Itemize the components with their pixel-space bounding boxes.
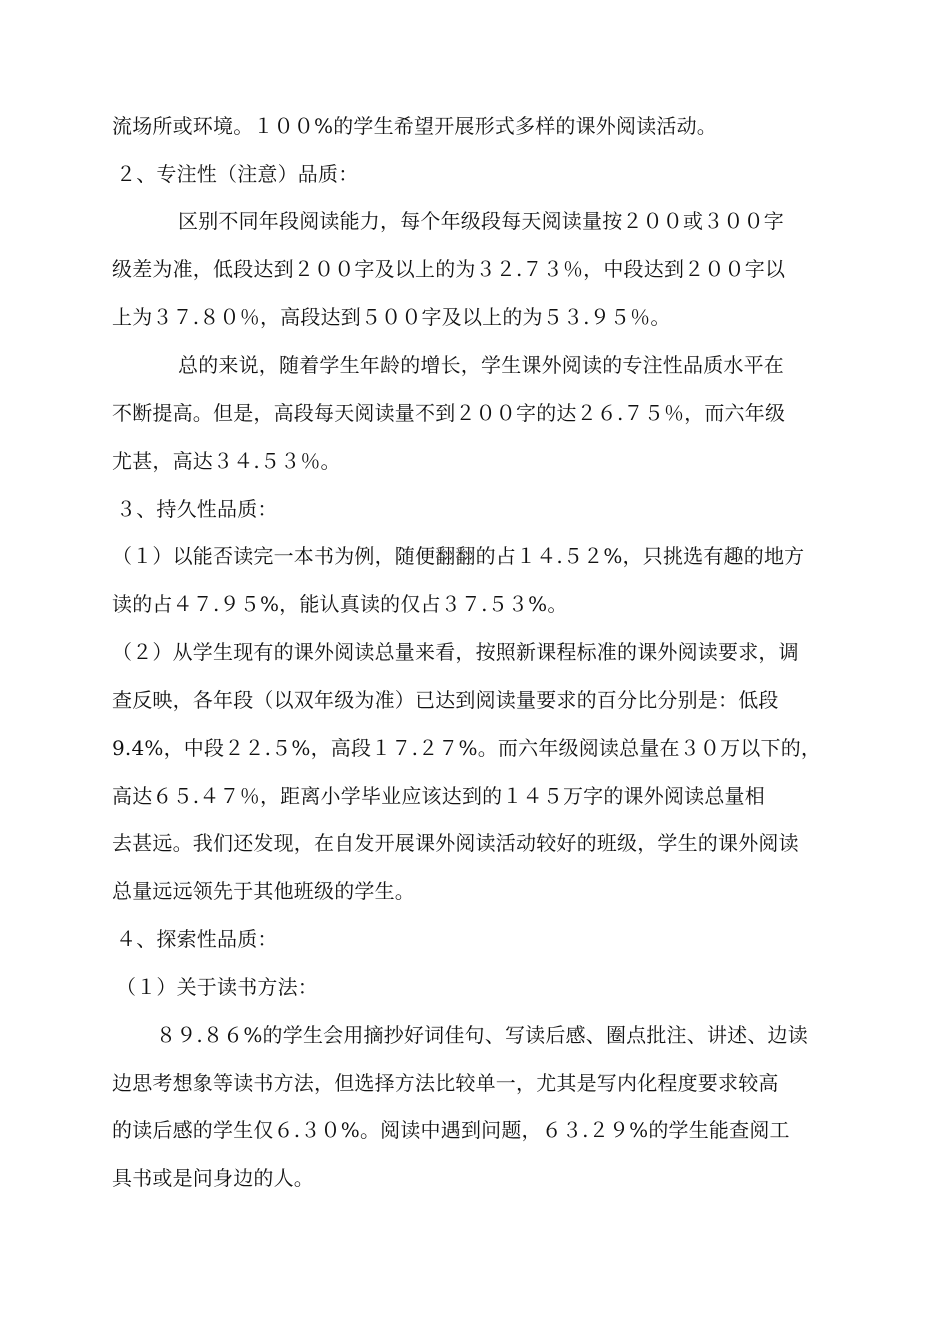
paragraph-line: 9.4%，中段２２.５%，高段１７.２７%。而六年级阅读总量在３０万以下的， <box>112 736 822 760</box>
section-heading: ３、持久性品质： <box>116 497 278 521</box>
paragraph-line: 级差为准，低段达到２００字及以上的为３２.７３％，中段达到２００字以 <box>112 257 786 281</box>
paragraph-line: 读的占４７.９５%，能认真读的仅占３７.５３%。 <box>112 592 568 616</box>
paragraph-line: 高达６５.４７％，距离小学毕业应该达到的１４５万字的课外阅读总量相 <box>112 784 765 808</box>
paragraph-line: ８９.８６%的学生会用摘抄好词佳句、写读后感、圈点批注、讲述、边读 <box>156 1023 808 1047</box>
paragraph-line: 总的来说，随着学生年龄的增长，学生课外阅读的专注性品质水平在 <box>178 353 784 377</box>
paragraph-line: 的读后感的学生仅６.３０%。阅读中遇到问题，６３.２９%的学生能查阅工 <box>112 1118 790 1142</box>
paragraph-line: 流场所或环境。１００%的学生希望开展形式多样的课外阅读活动。 <box>112 114 718 138</box>
paragraph-line: 不断提高。但是，高段每天阅读量不到２００字的达２６.７５％，而六年级 <box>112 401 786 425</box>
section-heading: ２、专注性（注意）品质： <box>116 162 359 186</box>
subsection-heading: （１）关于读书方法： <box>116 975 318 999</box>
paragraph-line: 尤甚，高达３４.５３％。 <box>112 449 341 473</box>
paragraph-line: 查反映，各年段（以双年级为准）已达到阅读量要求的百分比分别是：低段 <box>112 688 779 712</box>
paragraph-line: （２）从学生现有的课外阅读总量来看，按照新课程标准的课外阅读要求，调 <box>112 640 799 664</box>
paragraph-line: 去甚远。我们还发现，在自发开展课外阅读活动较好的班级，学生的课外阅读 <box>112 831 799 855</box>
paragraph-line: 总量远远领先于其他班级的学生。 <box>112 879 415 903</box>
paragraph-line: 区别不同年段阅读能力，每个年级段每天阅读量按２００或３００字 <box>178 209 784 233</box>
section-heading: ４、探索性品质： <box>116 927 278 951</box>
paragraph-line: 边思考想象等读书方法，但选择方法比较单一，尤其是写内化程度要求较高 <box>112 1071 779 1095</box>
paragraph-line: （１）以能否读完一本书为例，随便翻翻的占１４.５２%，只挑选有趣的地方 <box>112 544 805 568</box>
paragraph-line: 上为３７.８０％，高段达到５００字及以上的为５３.９５％。 <box>112 305 671 329</box>
paragraph-line: 具书或是问身边的人。 <box>112 1166 314 1190</box>
